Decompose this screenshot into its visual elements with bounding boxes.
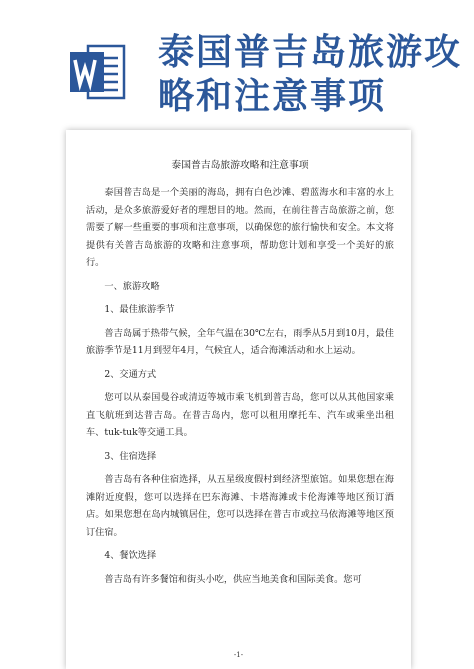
- subheading-season: 1、最佳旅游季节: [104, 304, 175, 315]
- paragraph-season: 普吉岛属于热带气候，全年气温在30℃左右，雨季从5月到10月，最佳旅游季节是11月到翌年4月，气候宜人，适合海滩活动和水上运动。: [86, 327, 394, 356]
- paragraph-transport: 您可以从泰国曼谷或清迈等城市乘飞机到普吉岛，您可以从其他国家乘直飞航班到达普吉岛。在普吉岛内，您可以租用摩托车、汽车或乘坐出租车、tuk-tuk等交通工具。: [86, 392, 394, 438]
- banner: [0, 0, 474, 118]
- subheading-dining: 4、餐饮选择: [104, 550, 157, 561]
- document-page: [66, 130, 411, 669]
- paragraph-dining: 普吉岛有许多餐馆和街头小吃，供应当地美食和国际美食。您可: [104, 573, 362, 585]
- page-number: -1-: [233, 651, 244, 659]
- subheading-transport: 2、交通方式: [104, 368, 157, 380]
- section-heading: 一、旅游攻略: [104, 280, 160, 292]
- intro-paragraph: 泰国普吉岛是一个美丽的海岛，拥有白色沙滩、碧蓝海水和丰富的水上活动，是众多旅游爱好者的理想目的地。然而，在前往普吉岛旅游之前，您需要了解一些重要的事项和注意事项，以确保您的旅行愉快和安全。本文将提供有关普吉岛旅游的攻略和注意事项，帮助您计划和享受一个美好的旅行。: [86, 187, 394, 268]
- banner-title-line2: 略和注意事项: [158, 76, 387, 117]
- word-document-icon: [66, 40, 130, 104]
- banner-title-line1: 泰国普吉岛旅游攻: [158, 32, 463, 73]
- paragraph-accommodation: 普吉岛有各种住宿选择，从五星级度假村到经济型旅馆。如果您想在海滩附近度假，您可以选择在巴东海滩、卡塔海滩或卡伦海滩等地区预订酒店。如果您想在岛内城镇居住，您可以选择在普吉市或拉马依海滩等地区预订住宿。: [86, 474, 394, 538]
- document-body: [86, 157, 394, 594]
- subheading-accommodation: 3、住宿选择: [104, 450, 157, 462]
- document-title: 泰国普吉岛旅游攻略和注意事项: [171, 160, 309, 171]
